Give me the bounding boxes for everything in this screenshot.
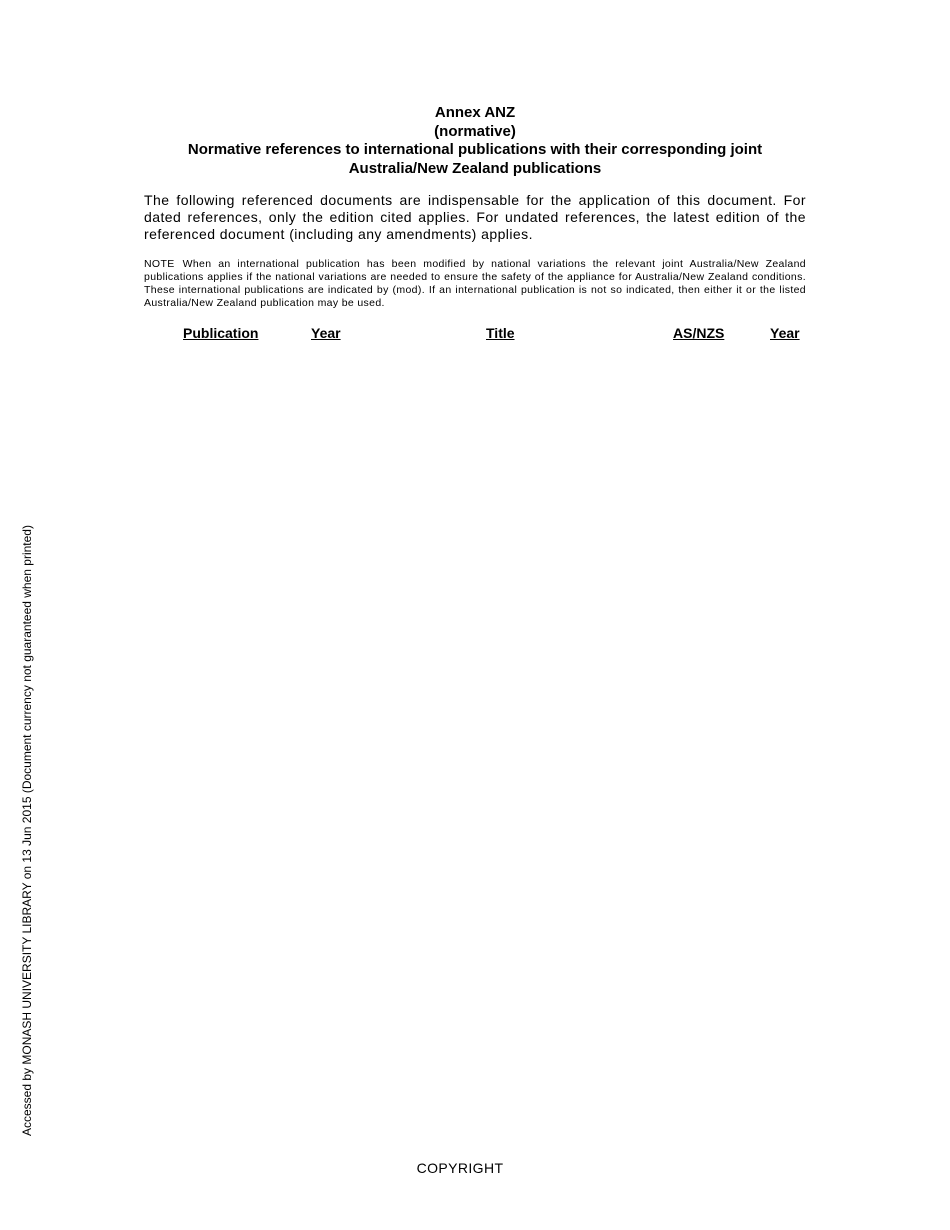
column-header-as-nzs: AS/NZS: [673, 325, 725, 341]
note-text: When an international publication has been modified by national variations the relevant joint Australia/New Zealand publications applies if the national variations are needed to ensure the safety of the appliance for Australia/New Zealand conditions. These international publications are indicated by (mod). If an international publication is not so indicated, then either it or the listed Australia/New Zealand publication may be used.: [144, 258, 806, 310]
column-header-publication: Publication: [183, 325, 259, 341]
annex-subtitle-line-1: Normative references to international publications with their corresponding joint: [187, 141, 763, 158]
column-header-as-nzs-year: Year: [770, 325, 800, 341]
note-label: NOTE: [144, 258, 175, 270]
annex-heading: [0, 104, 950, 178]
column-header-year: Year: [311, 325, 341, 341]
access-watermark: Accessed by MONASH UNIVERSITY LIBRARY on 13 Jun 2015 (Document currency not guaranteed when printed): [20, 525, 34, 1136]
footer-copyright: COPYRIGHT: [416, 1160, 504, 1176]
intro-paragraph: The following referenced documents are indispensable for the application of this document. For dated references, only the edition cited applies. For undated references, the latest edition of the referenced document (including any amendments) applies.: [144, 192, 806, 242]
column-header-title: Title: [486, 325, 515, 341]
annex-title: Annex ANZ: [434, 104, 516, 121]
annex-type: (normative): [434, 122, 516, 140]
annex-subtitle-line-2: Australia/New Zealand publications: [348, 159, 602, 177]
note-paragraph: [144, 258, 806, 310]
